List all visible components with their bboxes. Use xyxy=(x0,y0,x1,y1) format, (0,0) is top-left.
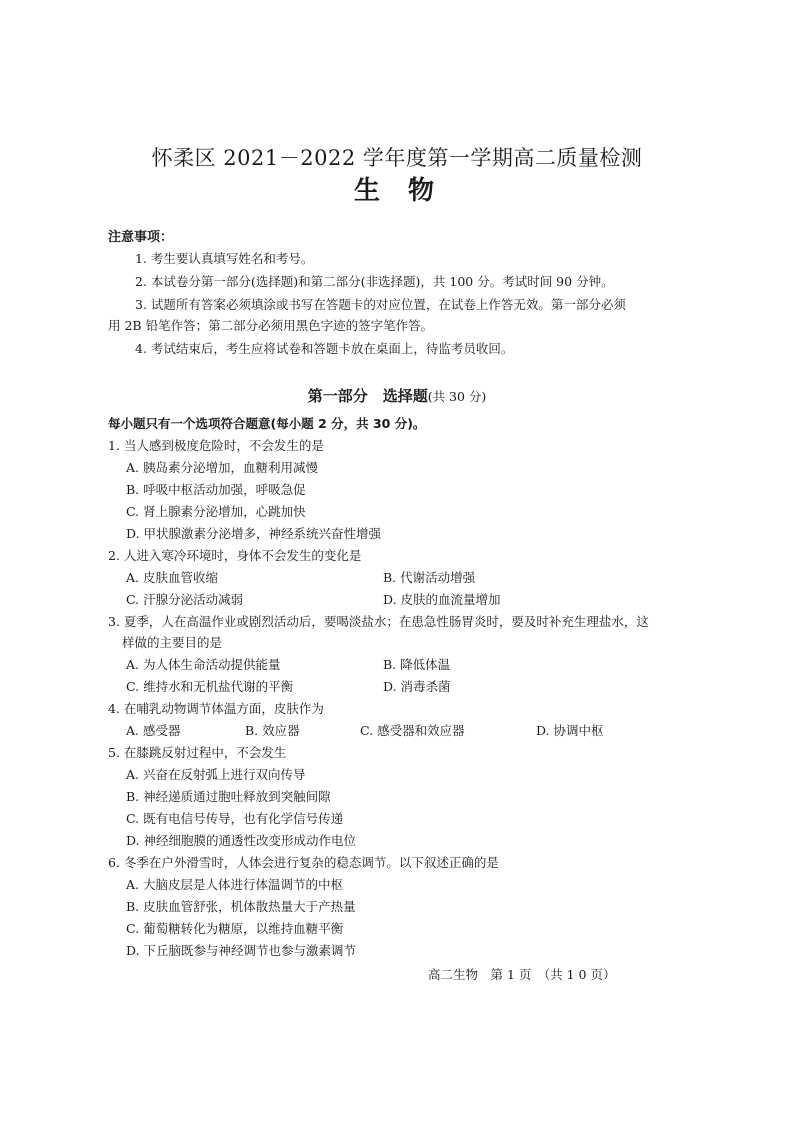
option: B. 呼吸中枢活动加强，呼吸急促 xyxy=(126,482,306,497)
option: D. 皮肤的血流量增加 xyxy=(383,592,501,607)
section-title: 第一部分 选择题 xyxy=(307,387,428,405)
notice-item-cont: 用 2B 铅笔作答；第二部分必须用黑色字迹的签字笔作答。 xyxy=(108,318,434,333)
notice-heading: 注意事项： xyxy=(108,230,174,245)
option: A. 皮肤血管收缩 xyxy=(126,570,218,585)
option: C. 汗腺分泌活动减弱 xyxy=(126,592,244,607)
option: B. 皮肤血管舒张，机体散热量大于产热量 xyxy=(126,899,356,914)
option: D. 消毒杀菌 xyxy=(383,679,451,694)
question-stem: 6. 冬季在户外滑雪时，人体会进行复杂的稳态调节。以下叙述正确的是 xyxy=(108,855,499,870)
section-instruction: 每小题只有一个选项符合题意(每小题 2 分，共 30 分)。 xyxy=(108,416,426,431)
option: C. 维持水和无机盐代谢的平衡 xyxy=(126,679,294,694)
option: A. 兴奋在反射弧上进行双向传导 xyxy=(126,767,306,782)
option: D. 甲状腺激素分泌增多，神经系统兴奋性增强 xyxy=(126,526,382,541)
option: C. 既有电信号传导，也有化学信号传递 xyxy=(126,811,344,826)
option: B. 效应器 xyxy=(245,723,300,738)
exam-title: 怀柔区 2021－2022 学年度第一学期高二质量检测 xyxy=(151,146,643,170)
option: A. 大脑皮层是人体进行体温调节的中枢 xyxy=(126,877,343,892)
option: A. 胰岛素分泌增加，血糖利用减慢 xyxy=(126,460,318,475)
subject-title: 生物 xyxy=(353,176,462,206)
notice-item: 4. 考试结束后，考生应将试卷和答题卡放在桌面上，待监考员收回。 xyxy=(135,341,514,356)
option: B. 代谢活动增强 xyxy=(383,570,476,585)
option: A. 为人体生命活动提供能量 xyxy=(126,657,281,672)
question-stem: 3. 夏季，人在高温作业或剧烈活动后，要喝淡盐水；在患急性肠胃炎时，要及时补充生理盐水，这 xyxy=(108,614,649,629)
option: C. 葡萄糖转化为糖原，以维持血糖平衡 xyxy=(126,921,344,936)
question-stem: 5. 在膝跳反射过程中，不会发生 xyxy=(108,745,287,760)
page-footer: 高二生物 第 1 页 （共 1 0 页） xyxy=(428,967,616,982)
option: A. 感受器 xyxy=(126,723,181,738)
option: D. 协调中枢 xyxy=(536,723,604,738)
notice-item: 2. 本试卷分第一部分(选择题)和第二部分(非选择题)，共 100 分。考试时间 90 分钟。 xyxy=(135,274,614,289)
option: C. 肾上腺素分泌增加，心跳加快 xyxy=(126,504,306,519)
question-stem: 4. 在哺乳动物调节体温方面，皮肤作为 xyxy=(108,701,324,716)
notice-item: 1. 考生要认真填写姓名和考号。 xyxy=(135,251,314,266)
question-stem-cont: 样做的主要目的是 xyxy=(122,635,223,650)
option: B. 神经递质通过胞吐释放到突触间隙 xyxy=(126,789,331,804)
question-stem: 2. 人进入寒冷环境时，身体不会发生的变化是 xyxy=(108,548,362,563)
option: B. 降低体温 xyxy=(383,657,451,672)
question-stem: 1. 当人感到极度危险时，不会发生的是 xyxy=(108,438,324,453)
option: C. 感受器和效应器 xyxy=(360,723,465,738)
section-heading xyxy=(0,385,794,406)
notice-item: 3. 试题所有答案必须填涂或书写在答题卡的对应位置，在试卷上作答无效。第一部分必须 xyxy=(135,297,626,312)
section-note: (共 30 分) xyxy=(427,389,487,404)
option: D. 下丘脑既参与神经调节也参与激素调节 xyxy=(126,943,357,958)
option: D. 神经细胞膜的通透性改变形成动作电位 xyxy=(126,833,357,848)
